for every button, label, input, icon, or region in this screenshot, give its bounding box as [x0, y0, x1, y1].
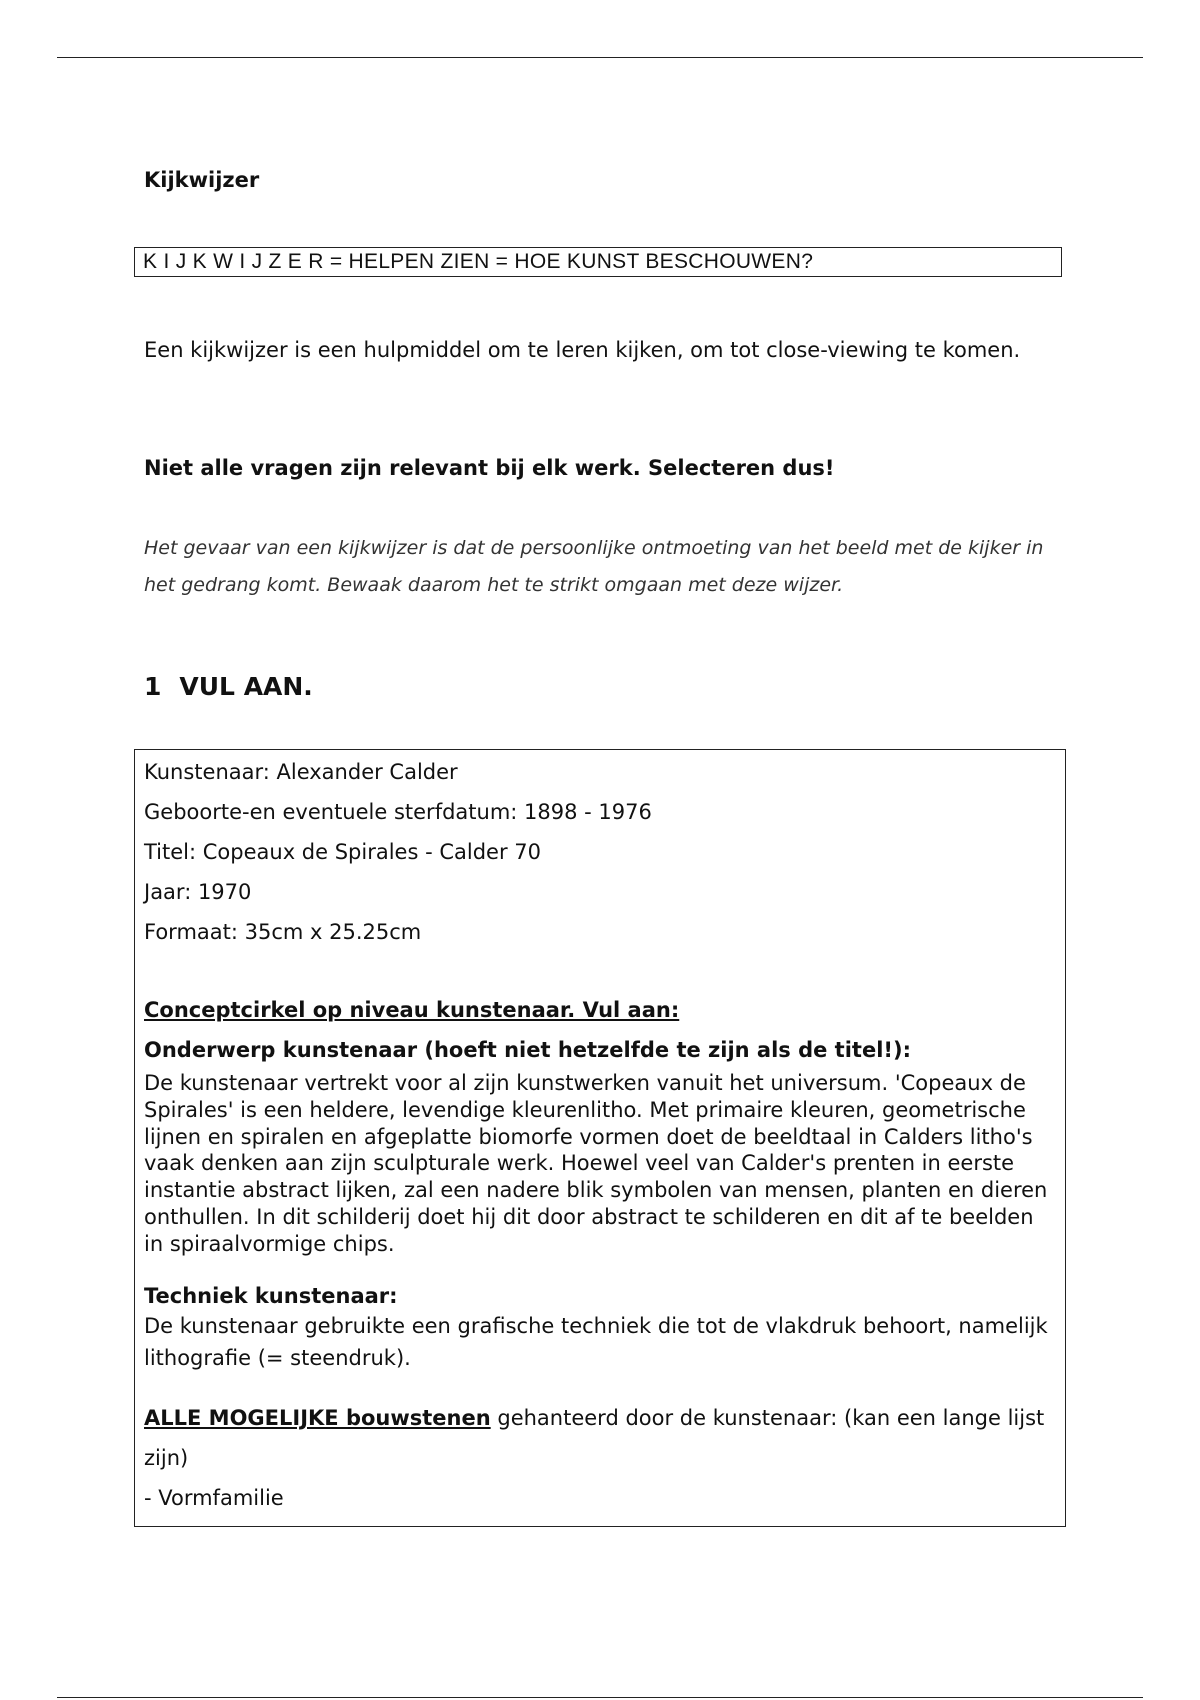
fact-year: Jaar: 1970: [144, 880, 252, 904]
artwork-info-box: [134, 749, 1066, 1527]
subject-text: De kunstenaar vertrekt voor al zijn kunstwerken vanuit het universum. 'Copeaux de Spirales' is een heldere, levendige kleurenlitho. Met primaire kleuren, geometrische lijnen en spiralen en afgeplatte biomorfe vormen doet de beeldtaal in Calders litho's vaak denken aan zijn sculpturale werk. Hoewel veel van Calder's prenten in eerste instantie abstract lijken, zal een nadere blik symbolen van mensen, planten en dieren onthullen. In dit schilderij doet hij dit door abstract te schilderen en dit af te beelden in spiraalvormige chips.: [144, 1071, 1048, 1256]
building-blocks-heading: ALLE MOGELIJKE bouwstenen: [144, 1405, 491, 1430]
bottom-rule: [57, 1697, 1143, 1698]
caveat-text: Het gevaar van een kijkwijzer is dat de persoonlijke ontmoeting van het beeld met de kijker in het gedrang komt. Bewaak daarom het te strikt omgaan met deze wijzer.: [144, 537, 1044, 596]
kijkwijzer-banner: K I J K W I J Z E R = HELPEN ZIEN = HOE KUNST BESCHOUWEN?: [134, 247, 1062, 277]
list-item: - Vormfamilie: [144, 1485, 284, 1510]
fact-title: Titel: Copeaux de Spirales - Calder 70: [144, 840, 541, 864]
building-blocks-description: gehanteerd door de kunstenaar: (kan een lange lijst zijn): [144, 1405, 1045, 1470]
fact-format: Formaat: 35cm x 25.25cm: [144, 920, 422, 944]
section-heading: [144, 672, 313, 701]
page-title: Kijkwijzer: [144, 168, 260, 192]
top-rule: [57, 57, 1143, 58]
building-blocks-text: [144, 1398, 1056, 1478]
section-number: 1: [144, 672, 162, 701]
intro-paragraph: Een kijkwijzer is een hulpmiddel om te leren kijken, om tot close-viewing te komen.: [144, 338, 1021, 362]
technique-heading: Techniek kunstenaar:: [144, 1283, 398, 1308]
fact-dates: Geboorte-en eventuele sterfdatum: 1898 - 1976: [144, 800, 652, 824]
concept-heading: Conceptcirkel op niveau kunstenaar. Vul aan:: [144, 998, 680, 1022]
section-title: VUL AAN.: [179, 672, 313, 701]
fact-artist: Kunstenaar: Alexander Calder: [144, 760, 458, 784]
warning-text: Niet alle vragen zijn relevant bij elk werk. Selecteren dus!: [144, 456, 835, 480]
technique-text: De kunstenaar gebruikte een grafische techniek die tot de vlakdruk behoort, namelijk lithografie (= steendruk).: [144, 1313, 1048, 1370]
subject-heading: Onderwerp kunstenaar (hoeft niet hetzelfde te zijn als de titel!):: [144, 1038, 911, 1062]
